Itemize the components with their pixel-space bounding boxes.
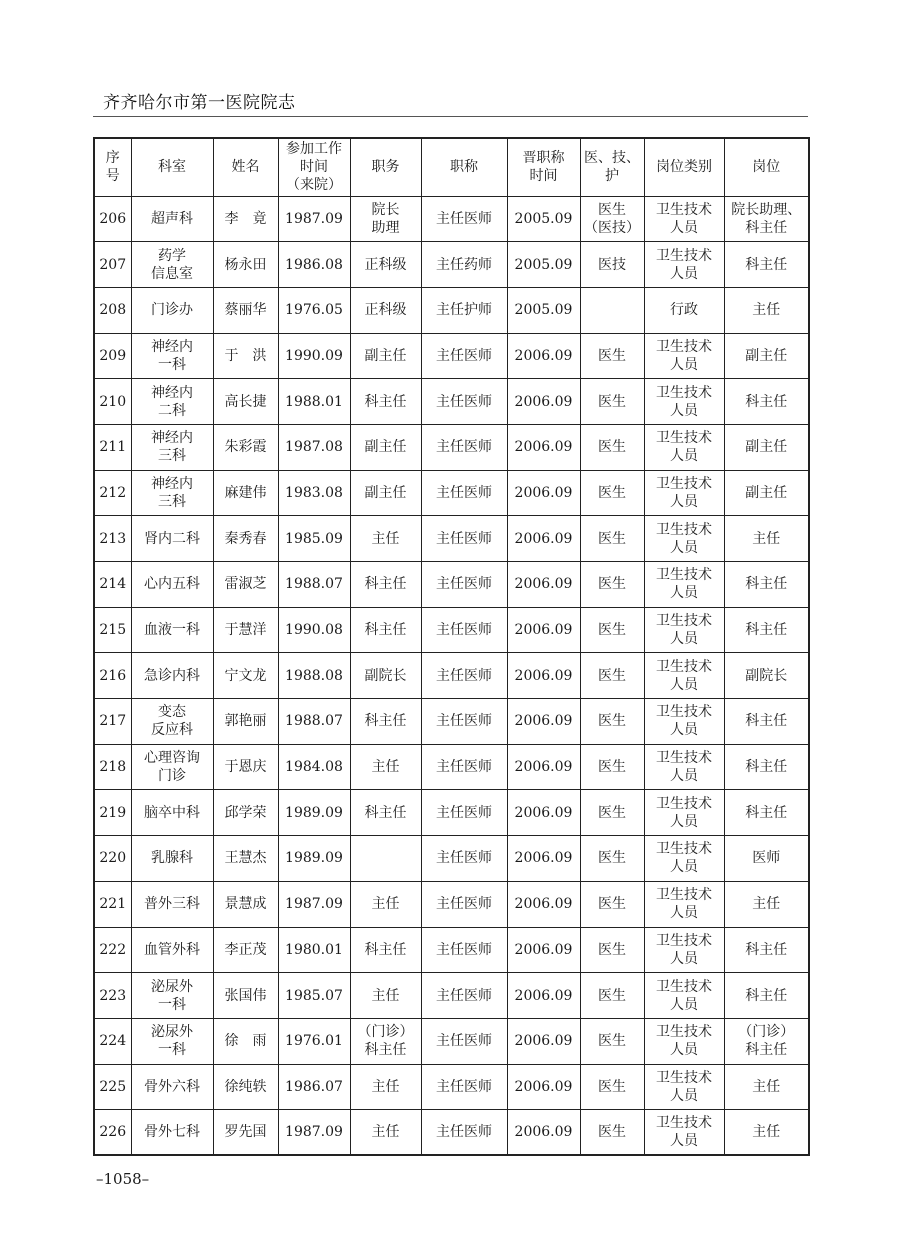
col-position-cell: （门诊） 科主任 (350, 1018, 421, 1064)
table-row (94, 516, 809, 562)
page-number: –1058– (96, 1170, 150, 1188)
col-category-cell: 医生 (580, 516, 644, 562)
col-department-cell: 骨外七科 (131, 1110, 213, 1156)
col-post-type-cell: 卫生技术 人员 (644, 470, 724, 516)
col-title-header: 职称 (421, 138, 507, 196)
table-row (94, 562, 809, 608)
col-title-cell: 主任医师 (421, 333, 507, 379)
header-rule (93, 116, 808, 117)
col-name-cell: 李 竟 (213, 196, 278, 242)
col-name-cell: 于 洪 (213, 333, 278, 379)
col-index-cell: 213 (94, 516, 131, 562)
col-category-cell: 医生 (580, 379, 644, 425)
col-title-cell: 主任医师 (421, 1110, 507, 1156)
col-post-cell: （门诊） 科主任 (724, 1018, 809, 1064)
col-department-cell: 神经内 二科 (131, 379, 213, 425)
col-department-cell: 神经内 三科 (131, 470, 213, 516)
col-title-cell: 主任医师 (421, 744, 507, 790)
col-post-type-cell: 卫生技术 人员 (644, 881, 724, 927)
col-name-cell: 王慧杰 (213, 836, 278, 882)
col-title-cell: 主任医师 (421, 927, 507, 973)
col-promotion-date-cell: 2006.09 (507, 379, 580, 425)
col-position-cell: 副主任 (350, 333, 421, 379)
col-category-cell: 医生 (580, 927, 644, 973)
col-index-cell: 211 (94, 424, 131, 470)
table-row (94, 881, 809, 927)
col-promotion-date-cell: 2006.09 (507, 653, 580, 699)
table-row (94, 470, 809, 516)
col-post-type-cell: 卫生技术 人员 (644, 1018, 724, 1064)
col-start-date-cell: 1983.08 (278, 470, 350, 516)
table-row (94, 333, 809, 379)
col-post-type-cell: 卫生技术 人员 (644, 1064, 724, 1110)
col-post-cell: 科主任 (724, 607, 809, 653)
col-name-cell: 张国伟 (213, 973, 278, 1019)
col-start-date-cell: 1988.07 (278, 562, 350, 608)
col-position-cell: 科主任 (350, 927, 421, 973)
col-title-cell: 主任医师 (421, 1018, 507, 1064)
col-department-cell: 超声科 (131, 196, 213, 242)
col-title-cell: 主任医师 (421, 699, 507, 745)
col-department-cell: 急诊内科 (131, 653, 213, 699)
col-name-cell: 高长捷 (213, 379, 278, 425)
col-department-cell: 门诊办 (131, 287, 213, 333)
col-title-cell: 主任护师 (421, 287, 507, 333)
table-row (94, 836, 809, 882)
header-row (94, 138, 809, 196)
col-title-cell: 主任医师 (421, 881, 507, 927)
col-post-cell: 科主任 (724, 973, 809, 1019)
col-department-header: 科室 (131, 138, 213, 196)
col-index-cell: 224 (94, 1018, 131, 1064)
table-header (94, 138, 809, 196)
col-post-type-cell: 卫生技术 人员 (644, 973, 724, 1019)
col-post-type-cell: 卫生技术 人员 (644, 516, 724, 562)
col-name-cell: 于恩庆 (213, 744, 278, 790)
col-post-type-cell: 卫生技术 人员 (644, 562, 724, 608)
col-position-cell: 主任 (350, 973, 421, 1019)
col-department-cell: 变态 反应科 (131, 699, 213, 745)
col-category-cell: 医技 (580, 242, 644, 288)
col-post-cell: 科主任 (724, 379, 809, 425)
col-category-cell: 医生 (580, 653, 644, 699)
col-start-date-cell: 1980.01 (278, 927, 350, 973)
col-post-cell: 科主任 (724, 699, 809, 745)
col-start-date-cell: 1988.01 (278, 379, 350, 425)
col-title-cell: 主任医师 (421, 424, 507, 470)
col-category-cell: 医生 (580, 562, 644, 608)
col-start-date-cell: 1988.08 (278, 653, 350, 699)
col-promotion-date-cell: 2006.09 (507, 424, 580, 470)
col-position-cell: 副院长 (350, 653, 421, 699)
col-title-cell: 主任医师 (421, 516, 507, 562)
table-row (94, 424, 809, 470)
col-department-cell: 普外三科 (131, 881, 213, 927)
col-start-date-cell: 1989.09 (278, 790, 350, 836)
col-category-header: 医、技、 护 (580, 138, 644, 196)
col-start-date-cell: 1987.08 (278, 424, 350, 470)
col-position-cell: 科主任 (350, 379, 421, 425)
table-body (94, 196, 809, 1155)
col-index-cell: 207 (94, 242, 131, 288)
col-promotion-date-cell: 2005.09 (507, 287, 580, 333)
col-department-cell: 泌尿外 一科 (131, 973, 213, 1019)
col-title-cell: 主任医师 (421, 790, 507, 836)
table-row (94, 744, 809, 790)
col-title-cell: 主任医师 (421, 196, 507, 242)
col-category-cell: 医生 (580, 744, 644, 790)
col-promotion-date-cell: 2006.09 (507, 1018, 580, 1064)
col-start-date-cell: 1976.05 (278, 287, 350, 333)
col-category-cell: 医生 (580, 333, 644, 379)
col-promotion-date-cell: 2006.09 (507, 1064, 580, 1110)
col-promotion-date-cell: 2006.09 (507, 516, 580, 562)
col-name-cell: 景慧成 (213, 881, 278, 927)
col-department-cell: 脑卒中科 (131, 790, 213, 836)
table-row (94, 699, 809, 745)
col-department-cell: 药学 信息室 (131, 242, 213, 288)
table-row (94, 1064, 809, 1110)
col-index-cell: 221 (94, 881, 131, 927)
col-start-date-cell: 1984.08 (278, 744, 350, 790)
col-title-cell: 主任医师 (421, 1064, 507, 1110)
table-row (94, 196, 809, 242)
col-index-cell: 225 (94, 1064, 131, 1110)
col-start-date-cell: 1990.09 (278, 333, 350, 379)
col-index-cell: 217 (94, 699, 131, 745)
col-position-cell: 正科级 (350, 287, 421, 333)
col-post-type-cell: 卫生技术 人员 (644, 379, 724, 425)
col-post-cell: 科主任 (724, 242, 809, 288)
col-category-cell: 医生 (580, 424, 644, 470)
col-title-cell: 主任医师 (421, 379, 507, 425)
col-position-cell: 科主任 (350, 562, 421, 608)
col-post-type-cell: 卫生技术 人员 (644, 424, 724, 470)
col-position-cell: 主任 (350, 1110, 421, 1156)
col-promotion-date-cell: 2006.09 (507, 1110, 580, 1156)
col-position-header: 职务 (350, 138, 421, 196)
table-row (94, 379, 809, 425)
col-department-cell: 心理咨询 门诊 (131, 744, 213, 790)
col-name-cell: 邱学荣 (213, 790, 278, 836)
col-position-cell (350, 836, 421, 882)
table-row (94, 973, 809, 1019)
col-promotion-date-cell: 2006.09 (507, 881, 580, 927)
col-index-cell: 208 (94, 287, 131, 333)
col-position-cell: 主任 (350, 744, 421, 790)
col-position-cell: 科主任 (350, 790, 421, 836)
col-start-date-cell: 1987.09 (278, 1110, 350, 1156)
col-start-date-cell: 1986.07 (278, 1064, 350, 1110)
col-department-cell: 血管外科 (131, 927, 213, 973)
col-post-type-cell: 卫生技术 人员 (644, 1110, 724, 1156)
col-promotion-date-cell: 2006.09 (507, 973, 580, 1019)
col-post-type-header: 岗位类别 (644, 138, 724, 196)
col-start-date-cell: 1985.09 (278, 516, 350, 562)
col-post-type-cell: 卫生技术 人员 (644, 699, 724, 745)
col-promotion-date-header: 晋职称 时间 (507, 138, 580, 196)
col-post-cell: 院长助理、 科主任 (724, 196, 809, 242)
table-row (94, 242, 809, 288)
col-index-cell: 218 (94, 744, 131, 790)
col-start-date-cell: 1985.07 (278, 973, 350, 1019)
col-post-cell: 科主任 (724, 744, 809, 790)
col-post-cell: 医师 (724, 836, 809, 882)
col-post-cell: 主任 (724, 516, 809, 562)
col-title-cell: 主任医师 (421, 973, 507, 1019)
table-row (94, 287, 809, 333)
col-title-cell: 主任医师 (421, 836, 507, 882)
table-row (94, 927, 809, 973)
col-post-cell: 副院长 (724, 653, 809, 699)
col-start-date-cell: 1976.01 (278, 1018, 350, 1064)
col-category-cell: 医生 (580, 1064, 644, 1110)
col-category-cell: 医生 (580, 836, 644, 882)
col-promotion-date-cell: 2006.09 (507, 699, 580, 745)
staff-table (93, 137, 810, 1156)
col-position-cell: 科主任 (350, 699, 421, 745)
col-post-cell: 主任 (724, 881, 809, 927)
col-start-date-cell: 1986.08 (278, 242, 350, 288)
col-index-cell: 216 (94, 653, 131, 699)
col-index-header: 序 号 (94, 138, 131, 196)
col-name-cell: 罗先国 (213, 1110, 278, 1156)
col-title-cell: 主任医师 (421, 607, 507, 653)
col-category-cell: 医生 (580, 607, 644, 653)
col-category-cell: 医生 (580, 790, 644, 836)
col-department-cell: 心内五科 (131, 562, 213, 608)
col-category-cell: 医生 (580, 1110, 644, 1156)
col-promotion-date-cell: 2006.09 (507, 562, 580, 608)
col-post-type-cell: 卫生技术 人员 (644, 607, 724, 653)
col-post-cell: 科主任 (724, 927, 809, 973)
col-category-cell: 医生 (580, 881, 644, 927)
col-post-cell: 主任 (724, 287, 809, 333)
col-department-cell: 神经内 一科 (131, 333, 213, 379)
col-promotion-date-cell: 2005.09 (507, 242, 580, 288)
col-title-cell: 主任医师 (421, 653, 507, 699)
table-row (94, 607, 809, 653)
col-category-cell: 医生 (580, 973, 644, 1019)
col-index-cell: 226 (94, 1110, 131, 1156)
col-category-cell (580, 287, 644, 333)
table-row (94, 653, 809, 699)
col-position-cell: 科主任 (350, 607, 421, 653)
col-promotion-date-cell: 2006.09 (507, 333, 580, 379)
col-title-cell: 主任医师 (421, 470, 507, 516)
col-category-cell: 医生 (580, 699, 644, 745)
col-name-cell: 于慧洋 (213, 607, 278, 653)
col-title-cell: 主任医师 (421, 562, 507, 608)
col-post-cell: 主任 (724, 1110, 809, 1156)
col-start-date-cell: 1988.07 (278, 699, 350, 745)
col-post-cell: 副主任 (724, 424, 809, 470)
col-promotion-date-cell: 2006.09 (507, 470, 580, 516)
col-promotion-date-cell: 2006.09 (507, 744, 580, 790)
col-start-date-cell: 1987.09 (278, 196, 350, 242)
col-position-cell: 主任 (350, 1064, 421, 1110)
col-name-cell: 蔡丽华 (213, 287, 278, 333)
col-category-cell: 医生 （医技） (580, 196, 644, 242)
col-index-cell: 214 (94, 562, 131, 608)
col-index-cell: 210 (94, 379, 131, 425)
col-promotion-date-cell: 2006.09 (507, 607, 580, 653)
col-position-cell: 副主任 (350, 470, 421, 516)
col-name-header: 姓名 (213, 138, 278, 196)
table-row (94, 1110, 809, 1156)
col-index-cell: 219 (94, 790, 131, 836)
col-start-date-cell: 1989.09 (278, 836, 350, 882)
col-name-cell: 郭艳丽 (213, 699, 278, 745)
col-post-type-cell: 卫生技术 人员 (644, 744, 724, 790)
col-post-header: 岗位 (724, 138, 809, 196)
col-department-cell: 神经内 三科 (131, 424, 213, 470)
col-post-cell: 主任 (724, 1064, 809, 1110)
col-department-cell: 乳腺科 (131, 836, 213, 882)
col-post-cell: 科主任 (724, 562, 809, 608)
col-name-cell: 雷淑芝 (213, 562, 278, 608)
col-promotion-date-cell: 2005.09 (507, 196, 580, 242)
col-department-cell: 泌尿外 一科 (131, 1018, 213, 1064)
col-post-type-cell: 卫生技术 人员 (644, 653, 724, 699)
col-index-cell: 222 (94, 927, 131, 973)
col-start-date-cell: 1987.09 (278, 881, 350, 927)
col-title-cell: 主任药师 (421, 242, 507, 288)
col-promotion-date-cell: 2006.09 (507, 927, 580, 973)
col-index-cell: 223 (94, 973, 131, 1019)
col-index-cell: 209 (94, 333, 131, 379)
col-position-cell: 主任 (350, 516, 421, 562)
col-department-cell: 血液一科 (131, 607, 213, 653)
col-index-cell: 220 (94, 836, 131, 882)
col-name-cell: 麻建伟 (213, 470, 278, 516)
col-category-cell: 医生 (580, 470, 644, 516)
table-row (94, 790, 809, 836)
col-promotion-date-cell: 2006.09 (507, 836, 580, 882)
col-post-cell: 副主任 (724, 333, 809, 379)
col-post-type-cell: 卫生技术 人员 (644, 196, 724, 242)
table-row (94, 1018, 809, 1064)
col-position-cell: 院长 助理 (350, 196, 421, 242)
col-name-cell: 杨永田 (213, 242, 278, 288)
col-department-cell: 肾内二科 (131, 516, 213, 562)
col-start-date-header: 参加工作 时间 （来院） (278, 138, 350, 196)
col-position-cell: 主任 (350, 881, 421, 927)
col-post-type-cell: 行政 (644, 287, 724, 333)
col-post-type-cell: 卫生技术 人员 (644, 242, 724, 288)
col-post-type-cell: 卫生技术 人员 (644, 927, 724, 973)
col-index-cell: 206 (94, 196, 131, 242)
col-start-date-cell: 1990.08 (278, 607, 350, 653)
col-position-cell: 副主任 (350, 424, 421, 470)
col-name-cell: 秦秀春 (213, 516, 278, 562)
col-name-cell: 徐 雨 (213, 1018, 278, 1064)
col-name-cell: 宁文龙 (213, 653, 278, 699)
col-promotion-date-cell: 2006.09 (507, 790, 580, 836)
col-name-cell: 朱彩霞 (213, 424, 278, 470)
book-title: 齐齐哈尔市第一医院院志 (103, 93, 296, 113)
col-position-cell: 正科级 (350, 242, 421, 288)
col-post-cell: 科主任 (724, 790, 809, 836)
col-index-cell: 215 (94, 607, 131, 653)
col-name-cell: 李正茂 (213, 927, 278, 973)
col-post-cell: 副主任 (724, 470, 809, 516)
col-department-cell: 骨外六科 (131, 1064, 213, 1110)
col-post-type-cell: 卫生技术 人员 (644, 790, 724, 836)
col-index-cell: 212 (94, 470, 131, 516)
col-name-cell: 徐纯轶 (213, 1064, 278, 1110)
col-post-type-cell: 卫生技术 人员 (644, 333, 724, 379)
col-category-cell: 医生 (580, 1018, 644, 1064)
col-post-type-cell: 卫生技术 人员 (644, 836, 724, 882)
